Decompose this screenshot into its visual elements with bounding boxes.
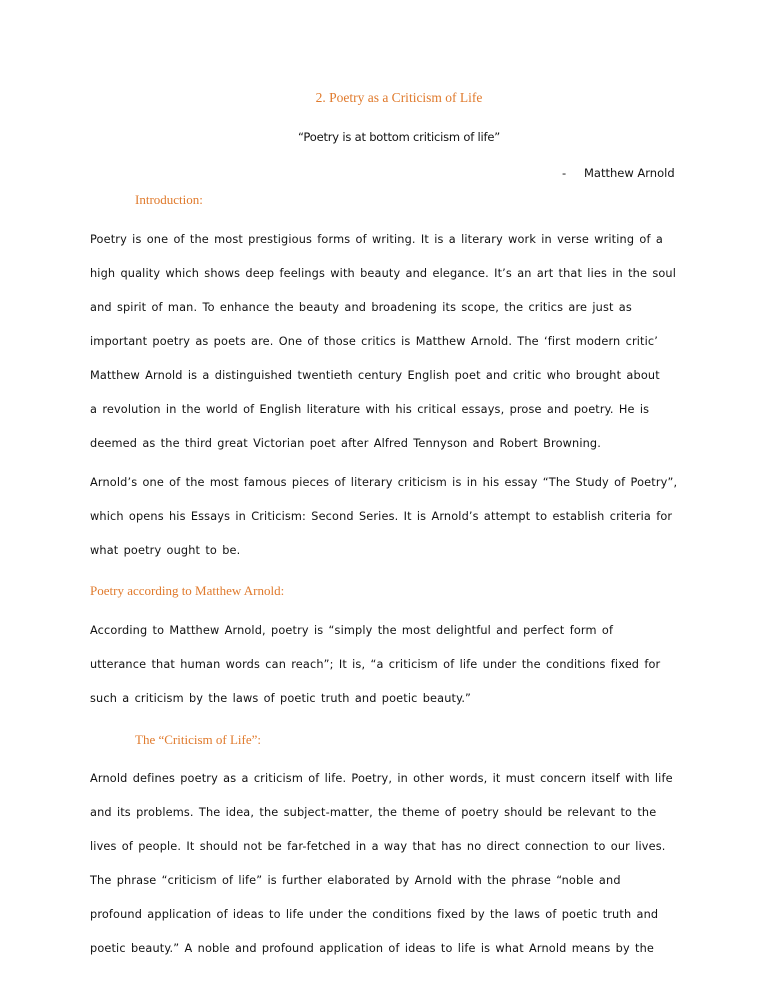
paragraph-line: what poetry ought to be. [90,544,241,557]
paragraph-line: a revolution in the world of English literature with his critical essays, prose and poetry. He is [90,403,650,416]
paragraph-line: lives of people. It should not be far-fetched in a way that has no direct connection to our lives. [90,840,666,853]
epigraph-attribution [562,166,675,180]
paragraph-line: profound application of ideas to life under the conditions fixed by the laws of poetic truth and [90,908,659,921]
section-heading-poetry-according-to-arnold: Poetry according to Matthew Arnold: [90,583,285,598]
page-title: 2. Poetry as a Criticism of Life [315,90,483,105]
paragraph-line: high quality which shows deep feelings with beauty and elegance. It’s an art that lies in the soul [90,267,677,280]
epigraph-quote: “Poetry is at bottom criticism of life” [298,130,500,144]
attribution-author: Matthew Arnold [584,166,675,180]
paragraph-line: Matthew Arnold is a distinguished twentieth century English poet and critic who brought about [90,369,660,382]
paragraph-line: Arnold defines poetry as a criticism of life. Poetry, in other words, it must concern itself with life [90,772,673,785]
paragraph-line: which opens his Essays in Criticism: Second Series. It is Arnold’s attempt to establish criteria for [90,510,673,523]
paragraph-line: and spirit of man. To enhance the beauty and broadening its scope, the critics are just as [90,301,632,314]
paragraph-line: and its problems. The idea, the subject-matter, the theme of poetry should be relevant to the [90,806,657,819]
paragraph-line: such a criticism by the laws of poetic truth and poetic beauty.” [90,692,472,705]
paragraph-line: utterance that human words can reach”; It is, “a criticism of life under the conditions fixed for [90,658,661,671]
paragraph-line: important poetry as poets are. One of those critics is Matthew Arnold. The ‘first modern critic’ [90,335,659,348]
paragraph-line: Poetry is one of the most prestigious forms of writing. It is a literary work in verse writing of a [90,233,663,246]
paragraph-line: According to Matthew Arnold, poetry is “simply the most delightful and perfect form of [90,624,614,637]
section-heading-criticism-of-life: The “Criticism of Life”: [135,732,261,747]
paragraph-line: Arnold’s one of the most famous pieces of literary criticism is in his essay “The Study of Poetry”, [90,476,678,489]
attribution-dash: - [562,166,567,180]
paragraph-line: The phrase “criticism of life” is further elaborated by Arnold with the phrase “noble and [90,874,621,887]
paragraph-line: poetic beauty.” A noble and profound application of ideas to life is what Arnold means by the [90,942,655,955]
paragraph-line: deemed as the third great Victorian poet after Alfred Tennyson and Robert Browning. [90,437,601,450]
section-heading-introduction: Introduction: [135,192,203,207]
